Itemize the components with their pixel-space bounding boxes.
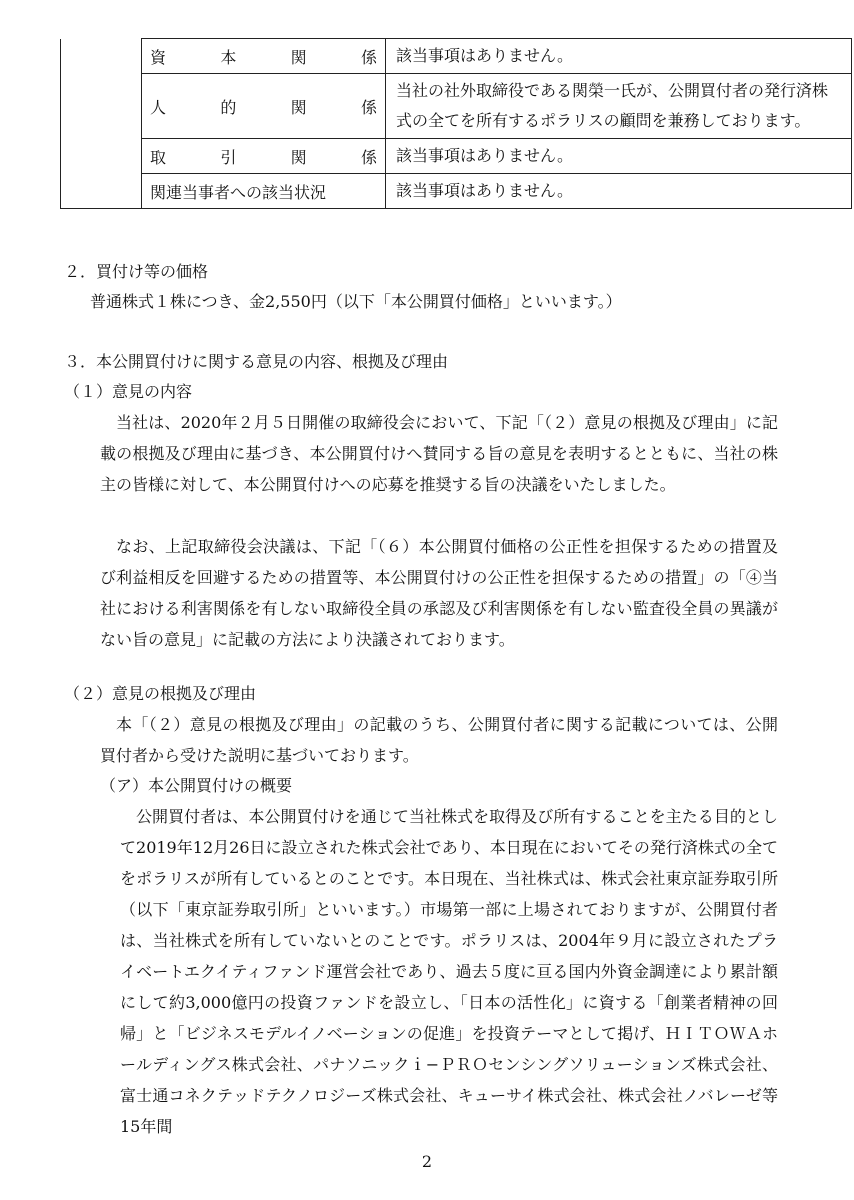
table-blank-column bbox=[61, 39, 142, 209]
relationship-table bbox=[60, 38, 852, 209]
sub2-paragraph-1: 本「（２）意見の根拠及び理由」の記載のうち、公開買付者に関する記載については、公開買付者から受けた説明に基づいております。 bbox=[100, 715, 778, 765]
row-label-related-party: 関連当事者への該当状況 bbox=[142, 174, 386, 209]
row-value-transaction: 該当事項はありません。 bbox=[386, 139, 852, 174]
subsection-a-heading: （ア）本公開買付けの概要 bbox=[100, 776, 293, 795]
label-spread: 人 的 関 係 bbox=[150, 97, 377, 117]
label-spread: 資 本 関 係 bbox=[150, 47, 377, 67]
table-row bbox=[61, 74, 852, 139]
table-row bbox=[61, 39, 852, 74]
row-label-transaction bbox=[142, 139, 386, 174]
label-spread: 取 引 関 係 bbox=[150, 147, 377, 167]
row-label-capital bbox=[142, 39, 386, 74]
sub2-heading: （２）意見の根拠及び理由 bbox=[64, 684, 257, 703]
subsection-a-paragraph: 公開買付者は、本公開買付けを通じて当社株式を取得及び所有することを主たる目的として2019年12月26日に設立された株式会社であり、本日現在においてその発行済株式の全てをポラリスが所有しているとのことです。本日現在、当社株式は、株式会社東京証券取引所（以下「東京証券取引所」といいます。）市場第一部に上場されておりますが、公開買付者は、当社株式を所有していないとのことです。ポラリスは、2004年９月に設立されたプライベートエクイティファンド運営会社であり、過去５度に亘る国内外資金調達により累計額にして約3,000億円の投資ファンドを設立し、「日本の活性化」に資する「創業者精神の回帰」と「ビジネスモデルイノベーションの促進」を投資テーマとして掲げ、ＨＩＴＯＷＡホールディングス株式会社、パナソニックｉ−ＰＲＯセンシングソリューションズ株式会社、富士通コネクテッドテクノロジーズ株式会社、キューサイ株式会社、株式会社ノバレーゼ等15年間 bbox=[120, 807, 778, 1136]
page-number: 2 bbox=[421, 1152, 433, 1171]
table-row bbox=[61, 174, 852, 209]
row-value-personnel: 当社の社外取締役である関榮一氏が、公開買付者の発行済株式の全てを所有するポラリスの顧問を兼務しております。 bbox=[386, 74, 852, 139]
row-label-personnel bbox=[142, 74, 386, 139]
table-row bbox=[61, 139, 852, 174]
section3-heading: ３．本公開買付けに関する意見の内容、根拠及び理由 bbox=[64, 352, 449, 371]
row-value-related-party: 該当事項はありません。 bbox=[386, 174, 852, 209]
sub1-paragraph-1: 当社は、2020年２月５日開催の取締役会において、下記「（２）意見の根拠及び理由」に記載の根拠及び理由に基づき、本公開買付けへ賛同する旨の意見を表明するとともに、当社の株主の皆様に対して、本公開買付けへの応募を推奨する旨の決議をいたしました。 bbox=[100, 413, 778, 494]
section2-heading: ２．買付け等の価格 bbox=[64, 262, 209, 281]
sub1-heading: （１）意見の内容 bbox=[64, 382, 193, 401]
section2-body: 普通株式１株につき、金2,550円（以下「本公開買付価格」といいます。） bbox=[90, 292, 622, 311]
row-value-capital: 該当事項はありません。 bbox=[386, 39, 852, 74]
sub1-paragraph-2: なお、上記取締役会決議は、下記「（６）本公開買付価格の公正性を担保するための措置及び利益相反を回避するための措置等、本公開買付けの公正性を担保するための措置」の「④当社における利害関係を有しない取締役全員の承認及び利害関係を有しない監査役全員の異議がない旨の意見」に記載の方法により決議されております。 bbox=[100, 537, 778, 649]
